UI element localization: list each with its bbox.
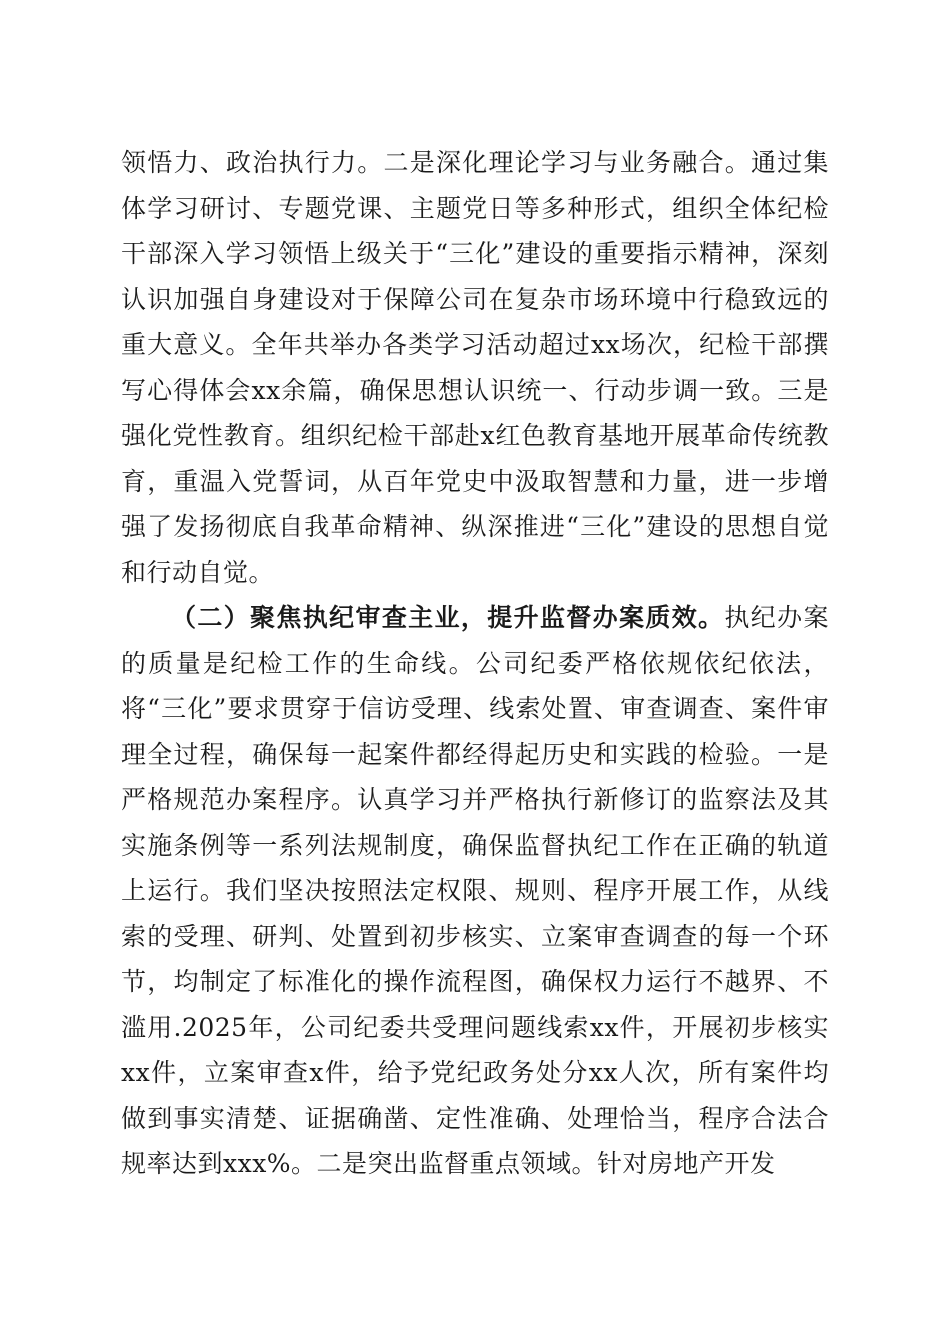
document-body <box>121 140 829 1187</box>
paragraph-1-text: 领悟力、政治执行力。二是深化理论学习与业务融合。通过集体学习研讨、专题党课、主题党日等多种形式，组织全体纪检干部深入学习领悟上级关于“三化”建设的重要指示精神，深刻认识加强自身建设对于保障公司在复杂市场环境中行稳致远的重大意义。全年共举办各类学习活动超过xx场次，纪检干部撰写心得体会xx余篇，确保思想认识统一、行动步调一致。三是强化党性教育。组织纪检干部赴x红色教育基地开展革命传统教育，重温入党誓词，从百年党史中汲取智慧和力量，进一步增强了发扬彻底自我革命精神、纵深推进“三化”建设的思想自觉和行动自觉。 <box>121 148 829 587</box>
section-two-heading: （二）聚焦执纪审查主业，提升监督办案质效。 <box>171 603 725 632</box>
paragraph-continued <box>121 140 829 595</box>
section-two-body: 执纪办案的质量是纪检工作的生命线。公司纪委严格依规依纪依法，将“三化”要求贯穿于信访受理、线索处置、审查调查、案件审理全过程，确保每一起案件都经得起历史和实践的检验。一是严格规范办案程序。认真学习并严格执行新修订的监察法及其实施条例等一系列法规制度，确保监督执纪工作在正确的轨道上运行。我们坚决按照法定权限、规则、程序开展工作，从线索的受理、研判、处置到初步核实、立案审查调查的每一个环节，均制定了标准化的操作流程图，确保权力运行不越界、不滥用.2025年，公司纪委共受理问题线索xx件，开展初步核实xx件，立案审查x件，给予党纪政务处分xx人次，所有案件均做到事实清楚、证据确凿、定性准确、处理恰当，程序合法合规率达到xxx%。二是突出监督重点领域。针对房地产开发 <box>121 603 829 1178</box>
paragraph-section-two <box>121 595 829 1187</box>
